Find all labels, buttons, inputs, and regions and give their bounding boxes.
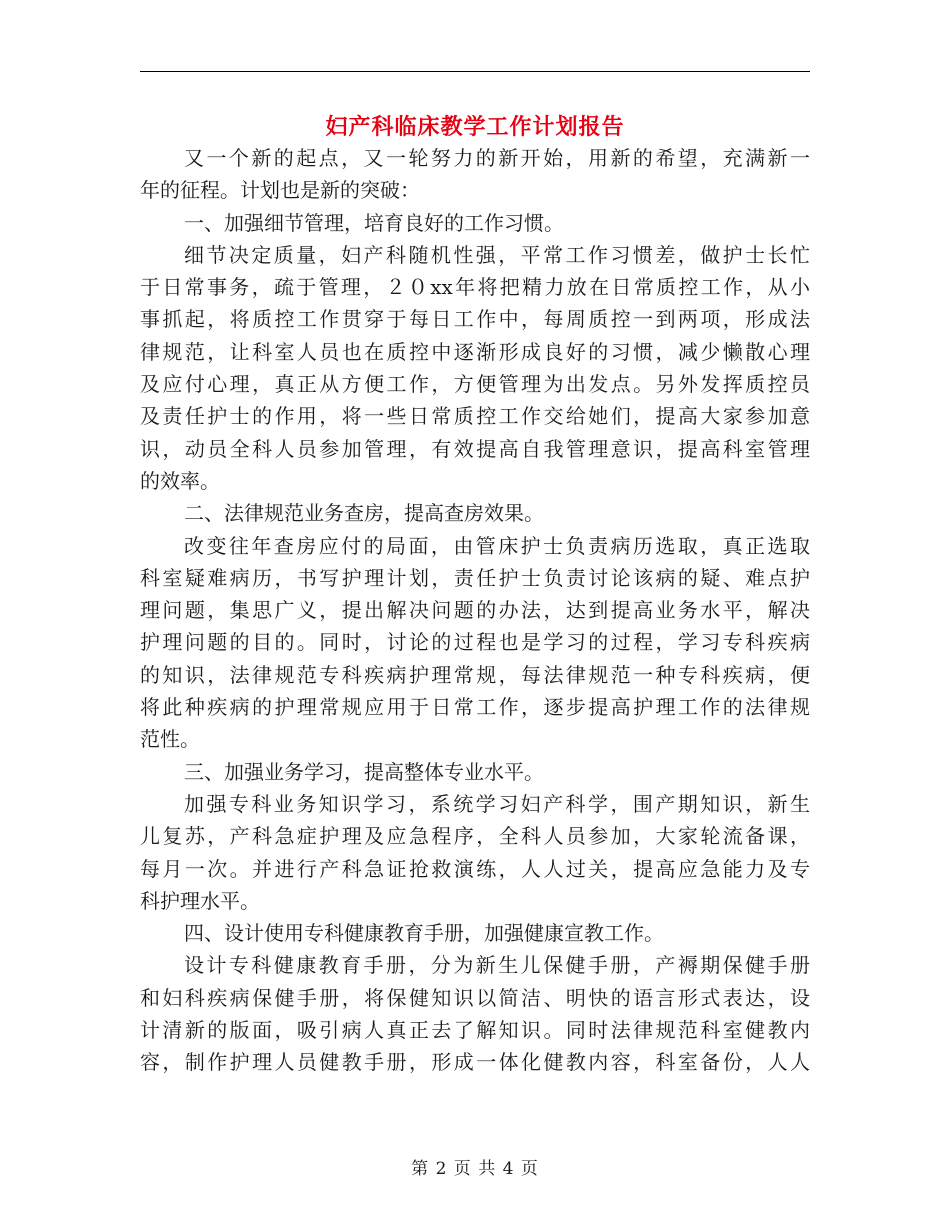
header-rule <box>140 71 810 72</box>
body-line: 的知识，法律规范专科疾病护理常规，每法律规范一种专科疾病，便 <box>140 662 810 687</box>
body-line: 和妇科疾病保健手册，将保健知识以简洁、明快的语言形式表达，设 <box>140 985 810 1010</box>
body-line: 理问题，集思广义，提出解决问题的办法，达到提高业务水平，解决 <box>140 598 810 623</box>
document-body <box>140 142 810 1079</box>
body-line: 设计专科健康教育手册，分为新生儿保健手册，产褥期保健手册 <box>184 953 810 978</box>
body-line: 三、加强业务学习，提高整体专业水平。 <box>184 759 544 784</box>
body-line: 事抓起，将质控工作贯穿于每日工作中，每周质控一到两项，形成法 <box>140 307 810 332</box>
body-line: 律规范，让科室人员也在质控中逐渐形成良好的习惯，减少懒散心理 <box>140 339 810 364</box>
body-line: 的效率。 <box>140 468 220 493</box>
body-line: 及应付心理，真正从方便工作，方便管理为出发点。另外发挥质控员 <box>140 372 810 397</box>
body-line: 儿复苏，产科急症护理及应急程序，全科人员参加，大家轮流备课， <box>140 824 810 849</box>
body-line: 护理问题的目的。同时，讨论的过程也是学习的过程，学习专科疾病 <box>140 630 810 655</box>
body-line: 将此种疾病的护理常规应用于日常工作，逐步提高护理工作的法律规 <box>140 695 810 720</box>
body-line: 于日常事务，疏于管理，２０xx年将把精力放在日常质控工作，从小 <box>140 275 810 300</box>
body-line: 科护理水平。 <box>140 888 260 913</box>
body-line: 又一个新的起点，又一轮努力的新开始，用新的希望，充满新一 <box>184 146 810 170</box>
body-line: 每月一次。并进行产科急证抢救演练，人人过关，提高应急能力及专 <box>140 856 810 881</box>
body-line: 计清新的版面，吸引病人真正去了解知识。同时法律规范科室健教内 <box>140 1018 810 1043</box>
body-line: 二、法律规范业务查房，提高查房效果。 <box>184 501 544 526</box>
body-line: 一、加强细节管理，培育良好的工作习惯。 <box>184 210 564 235</box>
body-line: 范性。 <box>140 727 200 752</box>
body-line: 容，制作护理人员健教手册，形成一体化健教内容，科室备份，人人 <box>140 1050 810 1075</box>
page-footer: 第 2 页 共 4 页 <box>411 1159 539 1179</box>
body-line: 四、设计使用专科健康教育手册，加强健康宣教工作。 <box>184 921 664 946</box>
body-line: 及责任护士的作用，将一些日常质控工作交给她们，提高大家参加意 <box>140 404 810 429</box>
document-title: 妇产科临床教学工作计划报告 <box>325 114 625 140</box>
body-line: 科室疑难病历，书写护理计划，责任护士负责讨论该病的疑、难点护 <box>140 565 810 590</box>
body-line: 加强专科业务知识学习，系统学习妇产科学，围产期知识，新生 <box>184 791 810 816</box>
body-line: 细节决定质量，妇产科随机性强，平常工作习惯差，做护士长忙 <box>184 242 810 267</box>
body-line: 年的征程。计划也是新的突破： <box>140 178 420 203</box>
body-line: 改变往年查房应付的局面，由管床护士负责病历选取，真正选取 <box>184 533 810 558</box>
body-line: 识，动员全科人员参加管理，有效提高自我管理意识，提高科室管理 <box>140 436 810 461</box>
